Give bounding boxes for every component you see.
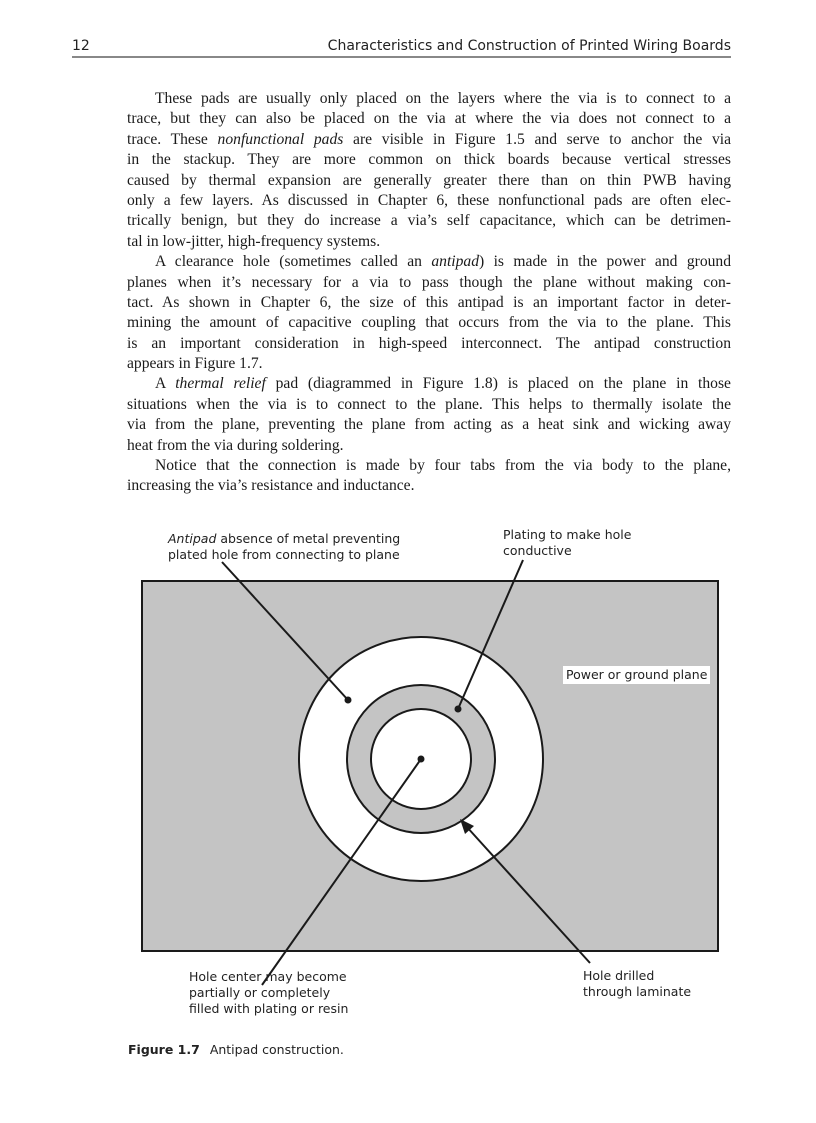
text-segment: trace, but they can also be placed on the via at where the via does not connect to a: [127, 110, 731, 128]
plane-label: Power or ground plane: [563, 666, 710, 684]
antipad-dot: [345, 697, 352, 704]
text-segment: A: [155, 375, 176, 393]
text-segment: trically benign, but they do increase a via’s self capacitance, which can be detrimen-: [127, 212, 731, 230]
center-label-line2: partially or completely: [189, 985, 331, 1000]
plating-label: [503, 527, 631, 559]
text-segment: via from the plane, preventing the plane from acting as a heat sink and wicking away: [127, 416, 731, 434]
antipad-label-line1: absence of metal preventing: [216, 531, 401, 546]
drilled-label-line2: through laminate: [583, 984, 692, 999]
text-segment: Notice that the connection is made by four tabs from the via body to the plane,: [155, 457, 731, 475]
figure-number: Figure 1.7: [128, 1042, 200, 1057]
text-segment: planes when it’s necessary for a via to pass though the plane without making con-: [127, 273, 731, 291]
text-segment: situations when the via is to connect to the plane. This helps to thermally isolate the: [127, 395, 731, 413]
drilled-label-line1: Hole drilled: [583, 968, 655, 983]
text-segment: mining the amount of capacitive coupling that occurs from the via to the plane. This: [127, 314, 731, 332]
italic-term: nonfunctional pads: [217, 130, 344, 148]
text-segment: in the stackup. They are more common on thick boards because vertical stresses: [127, 151, 731, 169]
antipad-label: [168, 531, 400, 563]
antipad-term: Antipad: [168, 531, 217, 546]
italic-term: antipad: [431, 253, 479, 271]
antipad-label-line2: plated hole from connecting to plane: [168, 547, 400, 562]
figure-caption-text: Antipad construction.: [209, 1042, 344, 1057]
center-label-line1: Hole center may become: [189, 969, 347, 984]
text-segment: tal in low-jitter, high-frequency systems.: [127, 232, 381, 250]
text-segment: tact. As shown in Chapter 6, the size of this antipad is an important factor in deter-: [127, 293, 731, 311]
text-segment: is an important consideration in high-speed interconnect. The antipad construction: [127, 334, 731, 352]
figure-caption: [128, 1042, 344, 1057]
italic-term: thermal relief: [175, 375, 266, 393]
center-dot: [418, 756, 425, 763]
page-number: 12: [72, 38, 90, 54]
plating-dot: [455, 706, 462, 713]
hole-drilled-label: [583, 968, 691, 1000]
text-segment: are visible in Figure 1.5 and serve to anchor the via: [343, 130, 732, 148]
plating-label-line2: conductive: [503, 543, 572, 558]
text-segment: ) is made in the power and ground: [479, 253, 732, 271]
text-segment: pad (diagrammed in Figure 1.8) is placed on the plane in those: [265, 375, 731, 393]
center-label-line3: filled with plating or resin: [189, 1001, 349, 1016]
text-segment: caused by thermal expansion are generally greater there than on thin PWB having: [127, 171, 731, 189]
text-segment: only a few layers. As discussed in Chapter 6, these nonfunctional pads are often elec-: [127, 191, 731, 209]
text-segment: increasing the via’s resistance and inductance.: [127, 477, 415, 495]
text-segment: A clearance hole (sometimes called an: [155, 253, 432, 271]
plating-label-line1: Plating to make hole: [503, 527, 632, 542]
running-title: Characteristics and Construction of Printed Wiring Boards: [327, 38, 731, 54]
text-segment: appears in Figure 1.7.: [127, 355, 263, 373]
text-segment: trace. These: [127, 130, 218, 148]
text-segment: heat from the via during soldering.: [127, 436, 344, 454]
hole-center-label: [189, 969, 348, 1017]
text-segment: These pads are usually only placed on the layers where the via is to connect to a: [155, 90, 731, 107]
